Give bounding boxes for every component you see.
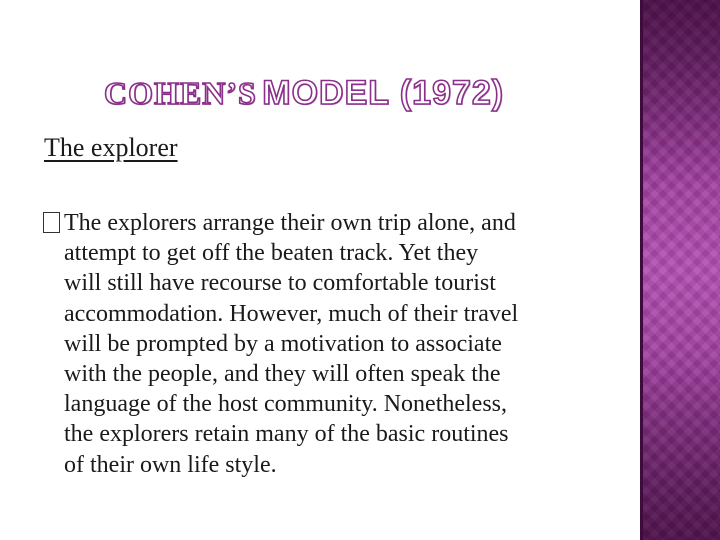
bullet-line: with the people, and they will often speak the <box>64 361 501 388</box>
bullet-line: the explorers retain many of the basic routines <box>64 421 509 448</box>
slide-title <box>104 74 544 118</box>
subtitle: The explorer <box>44 133 178 162</box>
empty-square-bullet-icon <box>43 212 60 233</box>
title-word-model: MODEL (1972) <box>262 74 505 112</box>
bullet-line: will still have recourse to comfortable tourist <box>64 270 496 297</box>
decorative-side-panel <box>640 0 720 540</box>
title-word-cohens: COHEN’S <box>104 75 257 111</box>
bullet-line: attempt to get off the beaten track. Yet they <box>64 240 479 267</box>
bullet-line: will be prompted by a motivation to associate <box>64 330 502 357</box>
bullet-line: language of the host community. Nonetheless, <box>64 391 508 418</box>
bullet-line: of their own life style. <box>64 451 277 478</box>
bullet-item <box>43 208 613 480</box>
bullet-line: accommodation. However, much of their travel <box>64 300 519 327</box>
bullet-text <box>64 208 613 480</box>
side-panel-edge <box>640 0 643 540</box>
bullet-line: The explorers arrange their own trip alone, and <box>64 210 516 236</box>
